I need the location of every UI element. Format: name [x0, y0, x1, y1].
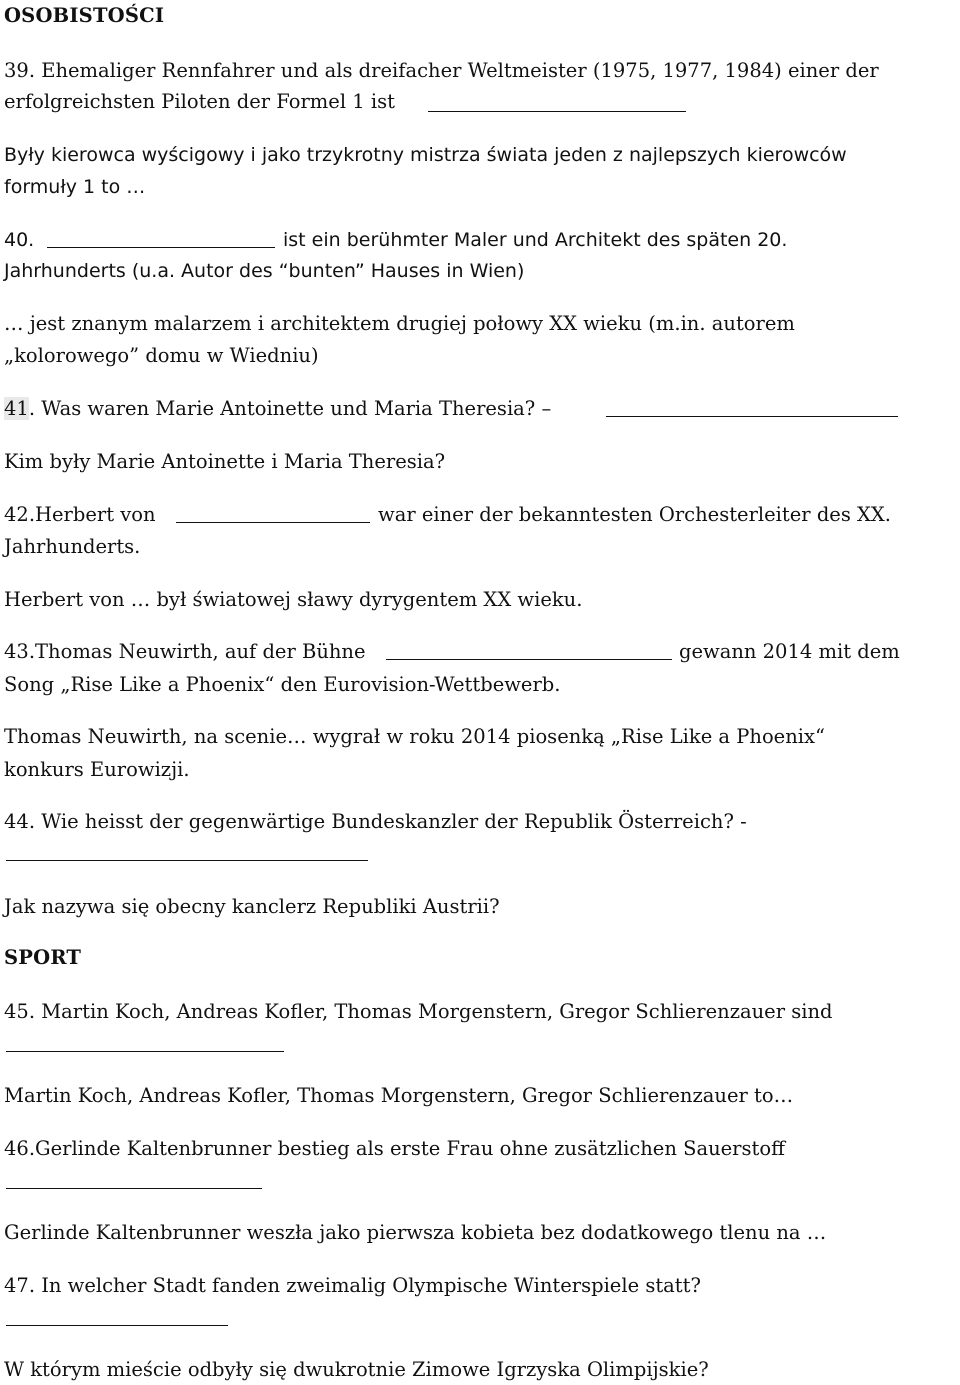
q43-polish-line-2: konkurs Eurowizji.: [4, 758, 190, 781]
q41-polish-line: Kim były Marie Antoinette i Maria Theresia?: [4, 450, 446, 473]
q42-polish-line: Herbert von … był światowej sławy dyrygentem XX wieku.: [4, 588, 583, 611]
q40-polish-line-2: „kolorowego” domu w Wiedniu): [4, 344, 319, 367]
q41-answer-blank[interactable]: [606, 416, 898, 417]
q41-german-text: . Was waren Marie Antoinette und Maria Theresia? –: [28, 397, 552, 420]
q42-german-start: 42.Herbert von: [4, 503, 156, 526]
q46-polish-line: Gerlinde Kaltenbrunner weszła jako pierwsza kobieta bez dodatkowego tlenu na …: [4, 1221, 827, 1244]
q39-german-line-2: [4, 89, 395, 115]
q40-answer-blank[interactable]: [47, 247, 275, 248]
q39-polish-line-2: formuły 1 to …: [4, 176, 146, 198]
q40-german-line-2: Jahrhunderts (u.a. Autor des “bunten” Hauses in Wien): [4, 260, 525, 282]
q46-answer-blank[interactable]: [6, 1188, 262, 1189]
section-heading-sport: SPORT: [4, 946, 82, 969]
q47-answer-blank[interactable]: [6, 1325, 228, 1326]
section-heading-osobistosci: OSOBISTOŚCI: [4, 4, 165, 27]
q44-german-line: 44. Wie heisst der gegenwärtige Bundeskanzler der Republik Österreich? -: [4, 810, 747, 833]
q43-answer-blank[interactable]: [386, 659, 672, 660]
q42-answer-blank[interactable]: [176, 522, 370, 523]
q40-number: 40.: [4, 229, 35, 251]
q39-german-line-1: 39. Ehemaliger Rennfahrer und als dreifacher Weltmeister (1975, 1977, 1984) einer der: [4, 59, 879, 82]
q39-answer-blank[interactable]: [428, 111, 686, 112]
q47-german-line: 47. In welcher Stadt fanden zweimalig Olympische Winterspiele statt?: [4, 1274, 701, 1297]
q45-german-line: 45. Martin Koch, Andreas Kofler, Thomas Morgenstern, Gregor Schlierenzauer sind: [4, 1000, 833, 1023]
q41-german-line: [4, 396, 551, 422]
q40-german-line-1: ist ein berühmter Maler und Architekt des späten 20.: [283, 229, 788, 251]
q46-german-line: 46.Gerlinde Kaltenbrunner bestieg als erste Frau ohne zusätzlichen Sauerstoff: [4, 1137, 785, 1160]
q39-polish-line-1: Były kierowca wyścigowy i jako trzykrotny mistrza świata jeden z najlepszych kierowców: [4, 144, 847, 166]
q44-answer-blank[interactable]: [6, 860, 368, 861]
q43-german-end: gewann 2014 mit dem: [679, 640, 900, 663]
q41-number: 41: [4, 397, 29, 420]
q47-polish-line: W którym mieście odbyły się dwukrotnie Zimowe Igrzyska Olimpijskie?: [4, 1358, 709, 1381]
q43-german-start: 43.Thomas Neuwirth, auf der Bühne: [4, 640, 366, 663]
q39-german-text: erfolgreichsten Piloten der Formel 1 ist: [4, 90, 395, 113]
q43-polish-line-1: Thomas Neuwirth, na scenie… wygrał w roku 2014 piosenką „Rise Like a Phoenix“: [4, 725, 825, 748]
q44-polish-line: Jak nazywa się obecny kanclerz Republiki Austrii?: [4, 895, 500, 918]
q45-polish-line: Martin Koch, Andreas Kofler, Thomas Morgenstern, Gregor Schlierenzauer to…: [4, 1084, 794, 1107]
q45-answer-blank[interactable]: [6, 1051, 284, 1052]
q42-german-line-2: Jahrhunderts.: [4, 535, 141, 558]
q42-german-end: war einer der bekanntesten Orchesterleiter des XX.: [378, 503, 892, 526]
q40-polish-line-1: … jest znanym malarzem i architektem drugiej połowy XX wieku (m.in. autorem: [4, 312, 795, 335]
q43-german-line-2: Song „Rise Like a Phoenix“ den Eurovision-Wettbewerb.: [4, 673, 561, 696]
